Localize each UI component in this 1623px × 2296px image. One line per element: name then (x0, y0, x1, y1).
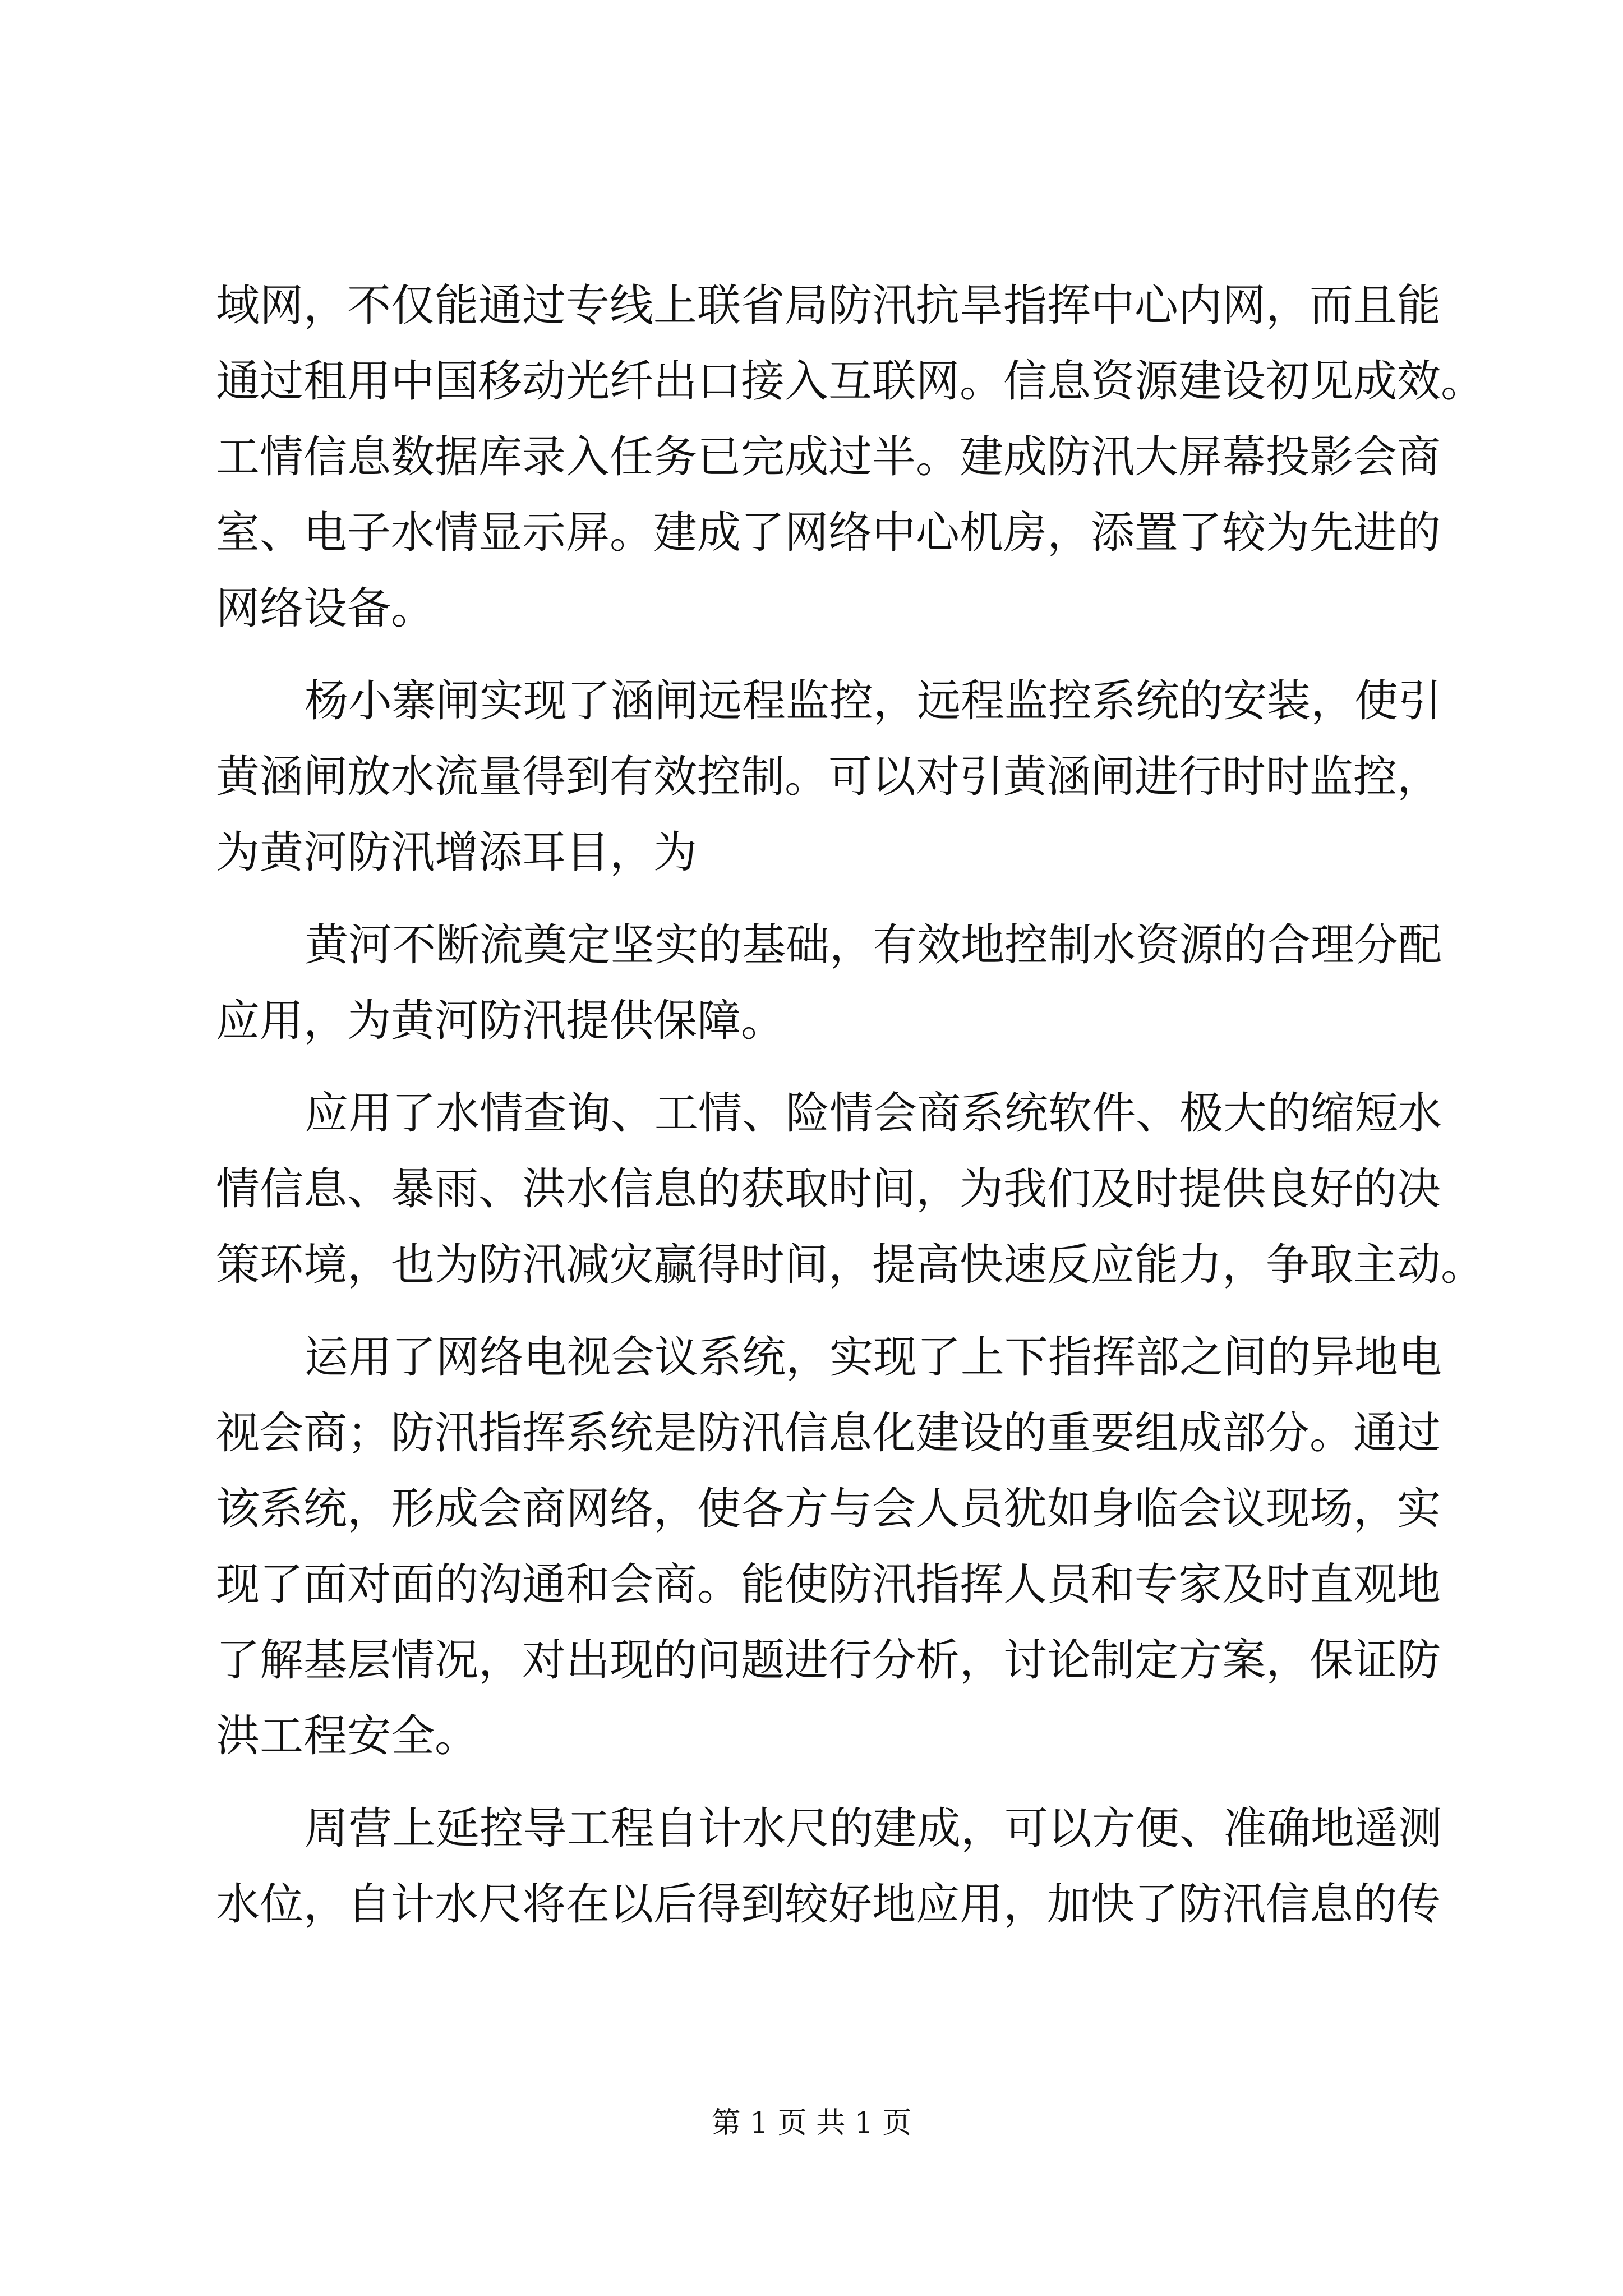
text-line: 情信息、暴雨、洪水信息的获取时间，为我们及时提供良好的决 (216, 1164, 1441, 1214)
paragraph-first-line: 应用了水情查询、工情、险情会商系统软件、极大的缩短水 (305, 1088, 1442, 1139)
text-line: 通过租用中国移动光纤出口接入互联网。信息资源建设初见成效。 (216, 356, 1485, 407)
paragraph-first-line: 运用了网络电视会议系统，实现了上下指挥部之间的异地电 (305, 1332, 1442, 1383)
text-line: 域网，不仅能通过专线上联省局防汛抗旱指挥中心内网，而且能 (216, 280, 1441, 331)
text-line: 洪工程安全。 (216, 1711, 479, 1761)
paragraph-first-line: 周营上延控导工程自计水尺的建成，可以方便、准确地遥测 (305, 1803, 1442, 1854)
text-line: 策环境，也为防汛减灾赢得时间，提高快速反应能力，争取主动。 (216, 1240, 1485, 1290)
page-footer: 第 1 页 共 1 页 (711, 2106, 912, 2140)
text-line: 工情信息数据库录入任务已完成过半。建成防汛大屏幕投影会商 (216, 432, 1441, 482)
text-line: 视会商；防汛指挥系统是防汛信息化建设的重要组成部分。通过 (216, 1408, 1441, 1458)
text-line: 水位，自计水尺将在以后得到较好地应用，加快了防汛信息的传 (216, 1879, 1441, 1930)
text-line: 现了面对面的沟通和会商。能使防汛指挥人员和专家及时直观地 (216, 1559, 1441, 1610)
text-line: 应用，为黄河防汛提供保障。 (216, 996, 785, 1046)
text-line: 室、电子水情显示屏。建成了网络中心机房，添置了较为先进的 (216, 508, 1441, 558)
paragraph-first-line: 杨小寨闸实现了涵闸远程监控，远程监控系统的安装，使引 (305, 676, 1442, 726)
paragraph-first-line: 黄河不断流奠定坚实的基础，有效地控制水资源的合理分配 (305, 920, 1442, 970)
text-line: 为黄河防汛增添耳目，为 (216, 827, 698, 878)
text-line: 黄涵闸放水流量得到有效控制。可以对引黄涵闸进行时时监控， (216, 752, 1441, 802)
text-line: 该系统，形成会商网络，使各方与会人员犹如身临会议现场，实 (216, 1484, 1441, 1534)
document-body (216, 268, 1485, 1943)
text-line: 网络设备。 (216, 583, 435, 634)
text-line: 了解基层情况，对出现的问题进行分析，讨论制定方案，保证防 (216, 1635, 1441, 1686)
